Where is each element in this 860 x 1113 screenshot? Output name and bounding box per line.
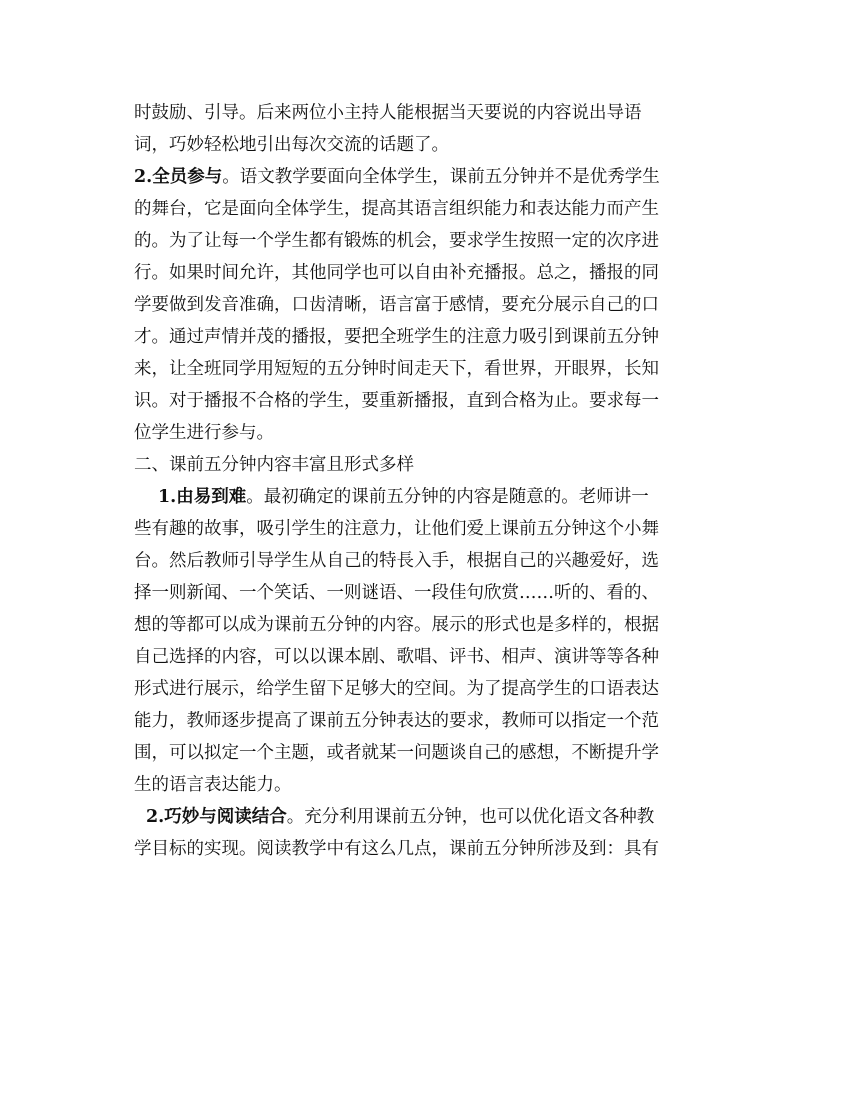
document-body — [134, 97, 726, 865]
paragraph-start-line — [134, 801, 726, 833]
text-line: 的。为了让每一个学生都有锻炼的机会，要求学生按照一定的次序进 — [134, 231, 659, 251]
text-line: 的舞台，它是面向全体学生，提高其语言组织能力和表达能力而产生 — [134, 199, 659, 219]
text-span: 。语文教学要面向全体学生，课前五分钟并不是优秀学生 — [222, 167, 660, 187]
section-heading: 二、课前五分钟内容丰富且形式多样 — [134, 455, 414, 475]
text-line: 择一则新闻、一个笑话、一则谜语、一段佳句欣赏……听的、看的、 — [134, 583, 659, 603]
text-line: 行。如果时间允许，其他同学也可以自由补充播报。总之，播报的同 — [134, 263, 659, 283]
text-line: 才。通过声情并茂的播报，要把全班学生的注意力吸引到课前五分钟 — [134, 327, 659, 347]
paragraph-lead-bold: 1.由易到难 — [158, 487, 247, 507]
text-line: 来，让全班同学用短短的五分钟时间走天下，看世界，开眼界，长知 — [134, 359, 659, 379]
paragraph-start-line — [134, 481, 726, 513]
text-span: 。充分利用课前五分钟，也可以优化语文各种教 — [286, 807, 655, 827]
text-line: 自己选择的内容，可以以课本剧、歌唱、评书、相声、演讲等等各种 — [134, 647, 659, 667]
paragraph-start-line — [134, 161, 726, 193]
text-line: 形式进行展示，给学生留下足够大的空间。为了提高学生的口语表达 — [134, 679, 659, 699]
paragraph-lead-bold: 2.巧妙与阅读结合 — [146, 807, 287, 827]
text-span: 。最初确定的课前五分钟的内容是随意的。老师讲一 — [246, 487, 649, 507]
text-line: 学目标的实现。阅读教学中有这么几点，课前五分钟所涉及到：具有 — [134, 839, 659, 859]
text-line: 位学生进行参与。 — [134, 423, 274, 443]
text-line: 能力，教师逐步提高了课前五分钟表达的要求，教师可以指定一个范 — [134, 711, 659, 731]
text-line: 学要做到发音准确，口齿清晰，语言富于感情，要充分展示自己的口 — [134, 295, 659, 315]
text-line: 想的等都可以成为课前五分钟的内容。展示的形式也是多样的，根据 — [134, 615, 659, 635]
text-line: 些有趣的故事，吸引学生的注意力，让他们爱上课前五分钟这个小舞 — [134, 519, 659, 539]
paragraph-lead-bold: 2.全员参与 — [134, 167, 223, 187]
text-line: 台。然后教师引导学生从自己的特長入手，根据自己的兴趣爱好，选 — [134, 551, 659, 571]
text-line: 识。对于播报不合格的学生，要重新播报，直到合格为止。要求每一 — [134, 391, 659, 411]
text-line: 围，可以拟定一个主题，或者就某一问题谈自己的感想，不断提升学 — [134, 743, 659, 763]
text-line: 词，巧妙轻松地引出每次交流的话题了。 — [134, 135, 449, 155]
text-line: 生的语言表达能力。 — [134, 775, 292, 795]
text-line: 时鼓励、引导。后来两位小主持人能根据当天要说的内容说出导语 — [134, 103, 642, 123]
